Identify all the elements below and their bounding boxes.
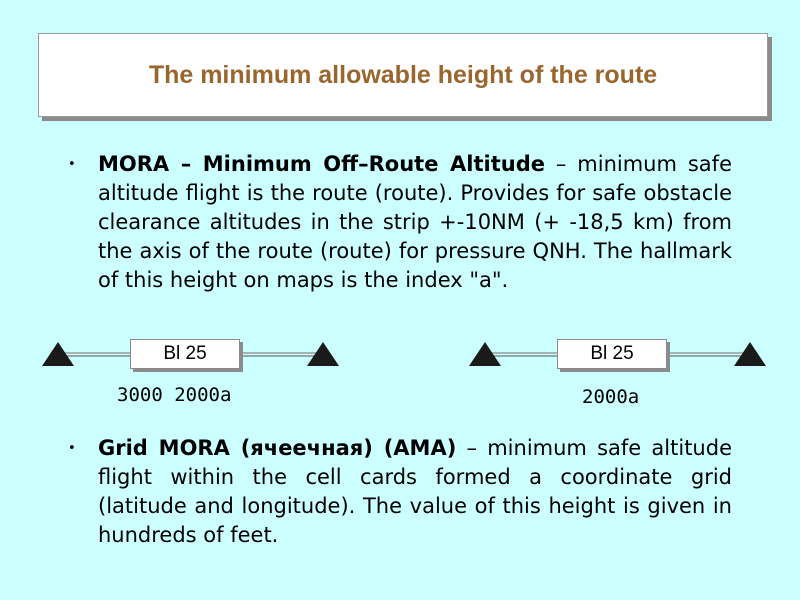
route-altitude-right: 2000a [582, 386, 640, 408]
route-label-right: Bl 25 [557, 339, 667, 369]
waypoint-triangle-icon [469, 342, 501, 366]
route-altitude-left: 3000 2000a [117, 384, 232, 406]
bullet-mora-term: MORA – Minimum Off–Route Altitude [98, 152, 545, 176]
route-label-left: Bl 25 [130, 339, 240, 369]
bullet-mora-text: – minimum safe altitude flight is the route (route). Provides for safe obstacle clearance altitudes in the strip +-10NM (+ -18,5 km) from the axis of the route (route) for pressure QNH. The hallmark of this height on maps is the index "a". [98, 152, 732, 292]
route-diagram [0, 330, 800, 390]
bullet-grid-mora [68, 434, 732, 550]
waypoint-triangle-icon [42, 342, 74, 366]
page-title: The minimum allowable height of the route [148, 60, 658, 89]
waypoint-triangle-icon [307, 342, 339, 366]
bullet-grid-mora-term: Grid MORA (ячеечная) (AMA) [98, 436, 457, 460]
bullet-grid-mora-text: – minimum safe altitude flight within the cell cards formed a coordinate grid (latitude and longitude). The value of this height is given in hundreds of feet. [98, 436, 732, 547]
bullet-mora [68, 150, 732, 295]
bullet-marker: • [68, 157, 76, 172]
waypoint-triangle-icon [734, 342, 766, 366]
title-box [38, 33, 768, 117]
bullet-marker: • [68, 441, 76, 456]
